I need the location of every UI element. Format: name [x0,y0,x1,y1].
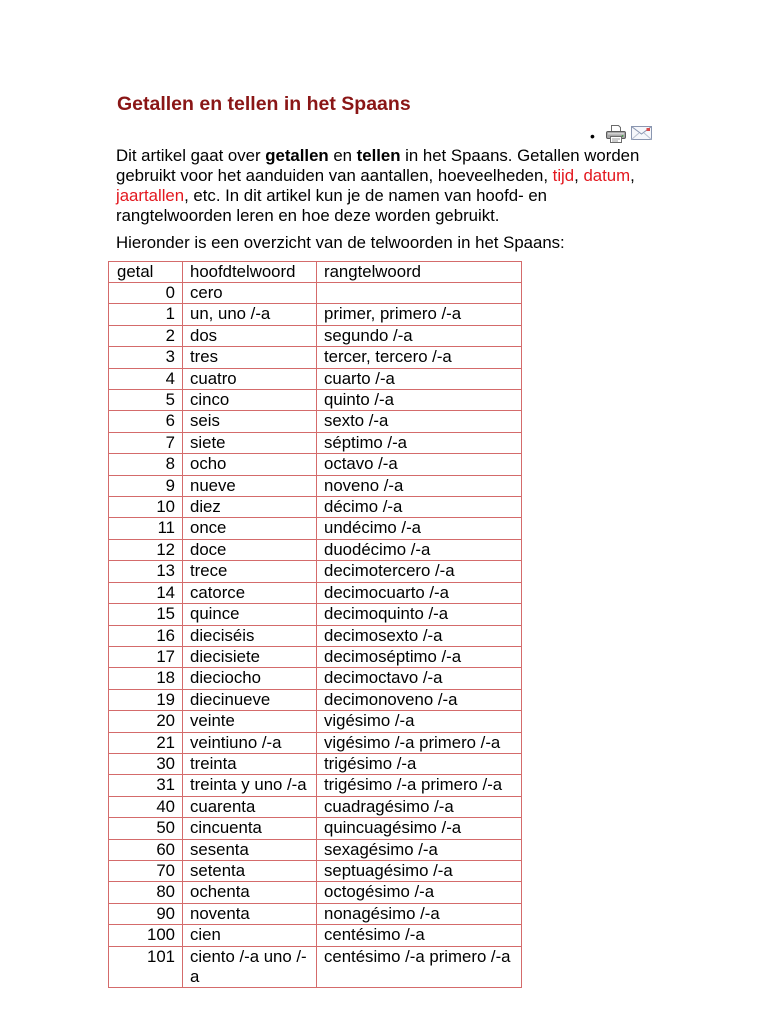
cell-rangtelwoord: centésimo /-a [317,925,522,945]
cell-hoofdtelwoord: setenta [183,861,317,881]
header-rangtelwoord: rangtelwoord [317,262,522,282]
cell-rangtelwoord: segundo /-a [317,326,522,346]
cell-rangtelwoord: quincuagésimo /-a [317,818,522,838]
cell-getal: 11 [109,518,183,538]
cell-getal: 40 [109,797,183,817]
cell-rangtelwoord: vigésimo /-a primero /-a [317,733,522,753]
cell-getal: 70 [109,861,183,881]
cell-hoofdtelwoord: noventa [183,904,317,924]
intro-text: , [630,166,635,185]
cell-hoofdtelwoord: once [183,518,317,538]
table-row [109,369,522,390]
table-row [109,840,522,861]
table-row [109,626,522,647]
cell-rangtelwoord: duodécimo /-a [317,540,522,560]
cell-hoofdtelwoord: diecisiete [183,647,317,667]
intro-paragraph [116,146,639,226]
table-row [109,347,522,368]
cell-hoofdtelwoord: dos [183,326,317,346]
cell-hoofdtelwoord: seis [183,411,317,431]
table-row [109,925,522,946]
table-row [109,797,522,818]
cell-hoofdtelwoord: cien [183,925,317,945]
cell-hoofdtelwoord: veinte [183,711,317,731]
intro-text: gebruikt voor het aanduiden van aantallen, hoeveelheden, [116,166,553,185]
cell-rangtelwoord: decimonoveno /-a [317,690,522,710]
cell-hoofdtelwoord: dieciocho [183,668,317,688]
link-datum[interactable]: datum [583,166,631,185]
cell-hoofdtelwoord: ciento /-a uno /-a [183,947,317,988]
cell-rangtelwoord: centésimo /-a primero /-a [317,947,522,988]
cell-rangtelwoord: decimocuarto /-a [317,583,522,603]
intro-text: rangtelwoorden leren en hoe deze worden gebruikt. [116,206,500,225]
cell-getal: 101 [109,947,183,988]
cell-getal: 14 [109,583,183,603]
numbers-table [108,261,522,988]
cell-rangtelwoord: nonagésimo /-a [317,904,522,924]
cell-getal: 9 [109,476,183,496]
cell-hoofdtelwoord: trece [183,561,317,581]
table-row [109,861,522,882]
table-row [109,947,522,989]
table-row [109,561,522,582]
cell-getal: 5 [109,390,183,410]
cell-hoofdtelwoord: catorce [183,583,317,603]
table-row [109,411,522,432]
cell-getal: 17 [109,647,183,667]
table-row [109,326,522,347]
header-hoofdtelwoord: hoofdtelwoord [183,262,317,282]
cell-getal: 3 [109,347,183,367]
cell-hoofdtelwoord: quince [183,604,317,624]
cell-rangtelwoord: tercer, tercero /-a [317,347,522,367]
cell-getal: 60 [109,840,183,860]
cell-getal: 6 [109,411,183,431]
cell-getal: 30 [109,754,183,774]
cell-hoofdtelwoord: veintiuno /-a [183,733,317,753]
intro-text: in het Spaans. Getallen worden [400,146,640,165]
table-row [109,476,522,497]
table-row [109,711,522,732]
cell-hoofdtelwoord: sesenta [183,840,317,860]
cell-rangtelwoord: septuagésimo /-a [317,861,522,881]
cell-rangtelwoord: décimo /-a [317,497,522,517]
cell-getal: 13 [109,561,183,581]
cell-getal: 8 [109,454,183,474]
cell-getal: 31 [109,775,183,795]
cell-getal: 2 [109,326,183,346]
cell-getal: 16 [109,626,183,646]
table-row [109,754,522,775]
intro-line [116,186,639,206]
cell-rangtelwoord: undécimo /-a [317,518,522,538]
cell-hoofdtelwoord: cuarenta [183,797,317,817]
table-row [109,818,522,839]
cell-hoofdtelwoord: diecinueve [183,690,317,710]
table-header-row [109,262,522,283]
page-title: Getallen en tellen in het Spaans [117,93,411,115]
cell-getal: 50 [109,818,183,838]
intro-line [116,166,639,186]
toolbar-bullet: • [590,128,595,144]
cell-getal: 0 [109,283,183,303]
header-getal: getal [109,262,183,282]
cell-hoofdtelwoord: treinta y uno /-a [183,775,317,795]
email-icon[interactable] [631,126,652,140]
cell-getal: 10 [109,497,183,517]
cell-hoofdtelwoord: diez [183,497,317,517]
table-row [109,583,522,604]
intro-line [116,146,639,166]
table-row [109,540,522,561]
cell-rangtelwoord: séptimo /-a [317,433,522,453]
table-row [109,304,522,325]
table-row [109,775,522,796]
cell-rangtelwoord: sexagésimo /-a [317,840,522,860]
table-row [109,647,522,668]
cell-getal: 19 [109,690,183,710]
cell-hoofdtelwoord: cuatro [183,369,317,389]
cell-hoofdtelwoord: siete [183,433,317,453]
cell-rangtelwoord: quinto /-a [317,390,522,410]
cell-getal: 7 [109,433,183,453]
print-icon[interactable] [606,125,626,143]
table-row [109,604,522,625]
cell-getal: 21 [109,733,183,753]
intro-text: en [328,146,357,165]
cell-rangtelwoord: decimosexto /-a [317,626,522,646]
cell-rangtelwoord: octogésimo /-a [317,882,522,902]
cell-hoofdtelwoord: cincuenta [183,818,317,838]
table-row [109,433,522,454]
cell-getal: 12 [109,540,183,560]
table-row [109,454,522,475]
cell-rangtelwoord: cuadragésimo /-a [317,797,522,817]
cell-rangtelwoord: trigésimo /-a [317,754,522,774]
cell-getal: 20 [109,711,183,731]
cell-getal: 1 [109,304,183,324]
intro-text: , [574,166,584,185]
cell-rangtelwoord [317,283,522,303]
cell-getal: 100 [109,925,183,945]
cell-rangtelwoord: decimoséptimo /-a [317,647,522,667]
table-row [109,690,522,711]
table-row [109,882,522,903]
cell-rangtelwoord: primer, primero /-a [317,304,522,324]
cell-hoofdtelwoord: nueve [183,476,317,496]
cell-hoofdtelwoord: ocho [183,454,317,474]
cell-getal: 90 [109,904,183,924]
table-row [109,390,522,411]
cell-rangtelwoord: noveno /-a [317,476,522,496]
term-tellen: tellen [356,146,401,165]
cell-rangtelwoord: cuarto /-a [317,369,522,389]
cell-hoofdtelwoord: un, uno /-a [183,304,317,324]
intro-line [116,206,639,226]
cell-hoofdtelwoord: dieciséis [183,626,317,646]
cell-getal: 15 [109,604,183,624]
table-intro-text: Hieronder is een overzicht van de telwoorden in het Spaans: [116,233,565,252]
cell-rangtelwoord: sexto /-a [317,411,522,431]
cell-rangtelwoord: decimoquinto /-a [317,604,522,624]
table-row [109,733,522,754]
table-row [109,904,522,925]
cell-getal: 4 [109,369,183,389]
link-jaartallen[interactable]: jaartallen [116,186,185,205]
cell-hoofdtelwoord: ochenta [183,882,317,902]
table-row [109,283,522,304]
cell-getal: 80 [109,882,183,902]
cell-getal: 18 [109,668,183,688]
cell-hoofdtelwoord: treinta [183,754,317,774]
cell-rangtelwoord: decimoctavo /-a [317,668,522,688]
table-row [109,668,522,689]
cell-rangtelwoord: decimotercero /-a [317,561,522,581]
intro-text: Dit artikel gaat over [116,146,266,165]
cell-hoofdtelwoord: cero [183,283,317,303]
table-row [109,497,522,518]
cell-hoofdtelwoord: tres [183,347,317,367]
intro-text: , etc. In dit artikel kun je de namen van hoofd- en [184,186,547,205]
term-getallen: getallen [265,146,329,165]
cell-rangtelwoord: octavo /-a [317,454,522,474]
link-tijd[interactable]: tijd [552,166,575,185]
cell-hoofdtelwoord: cinco [183,390,317,410]
cell-hoofdtelwoord: doce [183,540,317,560]
cell-rangtelwoord: trigésimo /-a primero /-a [317,775,522,795]
table-row [109,518,522,539]
cell-rangtelwoord: vigésimo /-a [317,711,522,731]
